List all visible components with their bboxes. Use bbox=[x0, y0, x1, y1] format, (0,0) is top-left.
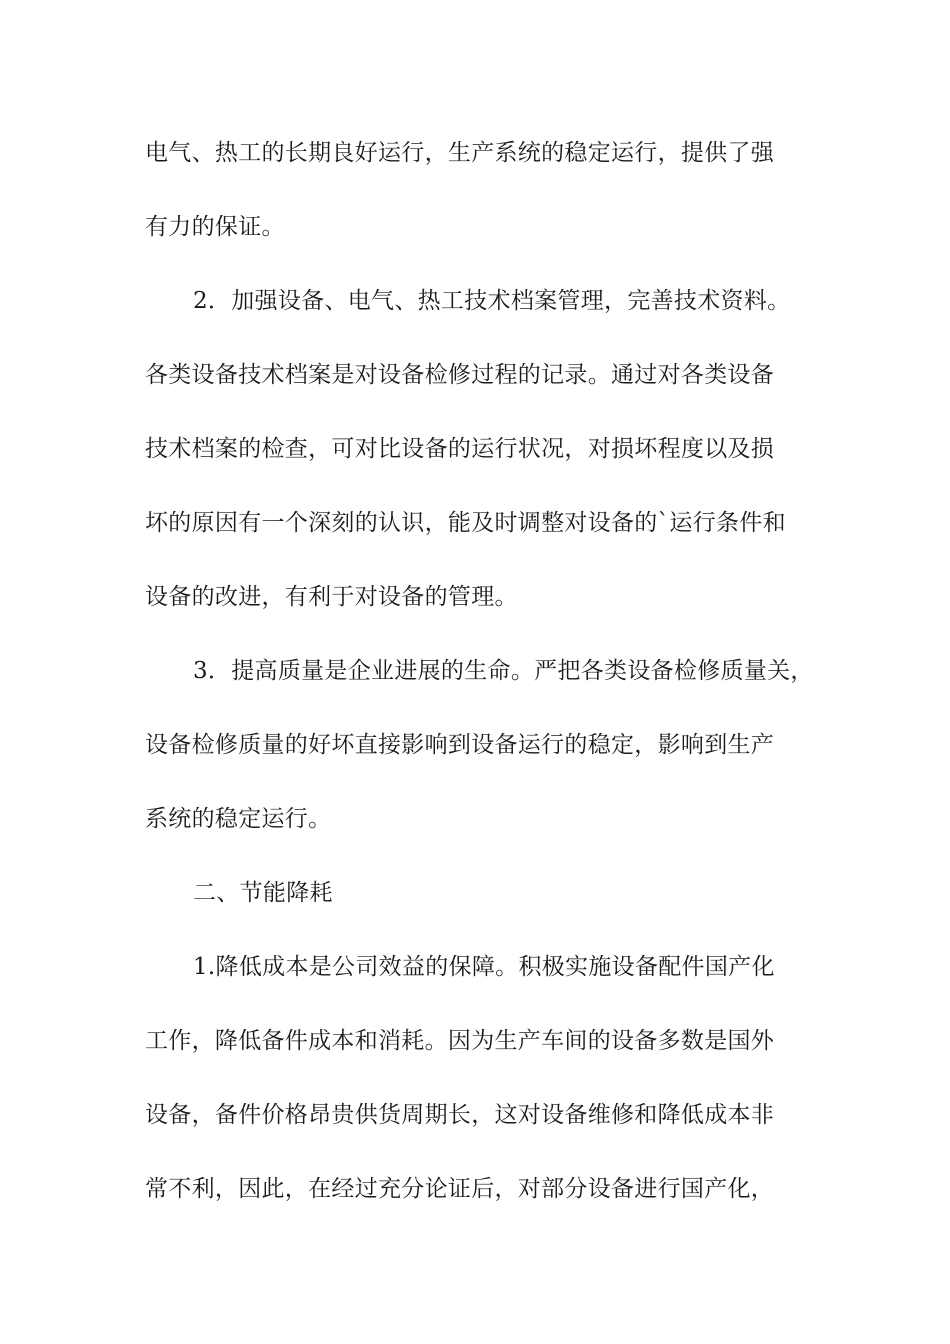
text-line: 设备的改进，有利于对设备的管理。 bbox=[145, 584, 518, 610]
paragraph-heading-1: 1.降低成本是公司效益的保障。积极实施设备配件国产化 bbox=[193, 954, 775, 980]
section-heading: 二、节能降耗 bbox=[193, 880, 333, 906]
text-line: 电气、热工的长期良好运行，生产系统的稳定运行，提供了强 bbox=[145, 140, 775, 166]
text-line: 工作，降低备件成本和消耗。因为生产车间的设备多数是国外 bbox=[145, 1028, 775, 1054]
text-line: 系统的稳定运行。 bbox=[145, 806, 332, 832]
text-line: 各类设备技术档案是对设备检修过程的记录。通过对各类设备 bbox=[145, 362, 775, 388]
text-line: 设备检修质量的好坏直接影响到设备运行的稳定，影响到生产 bbox=[145, 732, 775, 758]
paragraph-heading-2: 2．加强设备、电气、热工技术档案管理，完善技术资料。 bbox=[193, 288, 791, 314]
text-line: 有力的保证。 bbox=[145, 214, 285, 240]
text-line: 技术档案的检查，可对比设备的运行状况，对损坏程度以及损 bbox=[145, 436, 775, 462]
paragraph-heading-3: 3．提高质量是企业进展的生命。严把各类设备检修质量关， bbox=[193, 658, 814, 684]
text-line: 常不利，因此，在经过充分论证后，对部分设备进行国产化， bbox=[145, 1176, 775, 1202]
text-line: 坏的原因有一个深刻的认识，能及时调整对设备的`运行条件和 bbox=[145, 510, 786, 536]
text-line: 设备，备件价格昂贵供货周期长，这对设备维修和降低成本非 bbox=[145, 1102, 775, 1128]
